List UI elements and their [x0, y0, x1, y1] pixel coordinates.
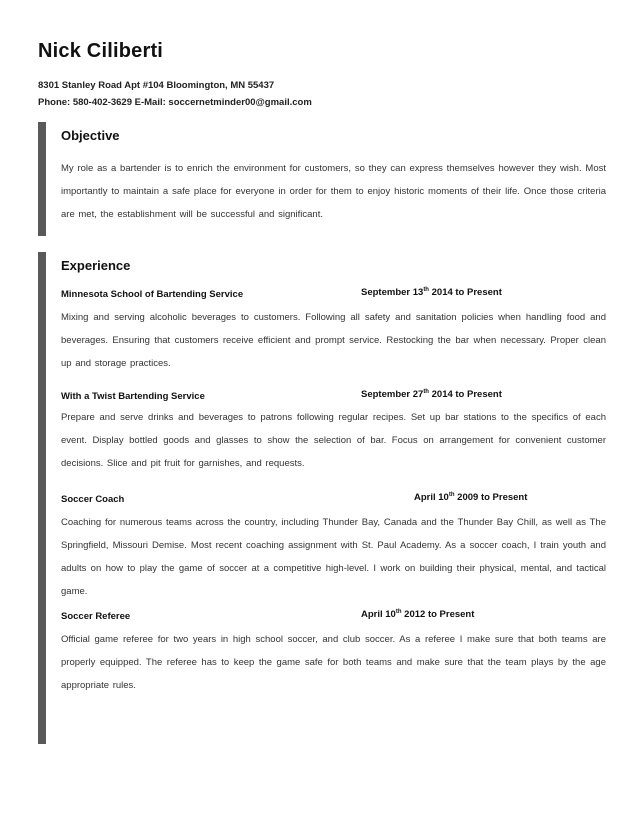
- job-date: April 10th 2009 to Present: [414, 492, 528, 503]
- job-date: September 27th 2014 to Present: [361, 389, 502, 400]
- job-description: Prepare and serve drinks and beverages to patrons following regular recipes. Set up bar stations to the specifics of each event. Display bottled goods and glasses to show the selection of bar. Focus on arrangement for convenient customer decisions. Slice and pit fruit for garnishes, and requests.: [61, 412, 606, 469]
- phone-email-line: Phone: 580-402-3629 E-Mail: soccernetminder00@gmail.com: [38, 97, 312, 108]
- address-line: 8301 Stanley Road Apt #104 Bloomington, MN 55437: [38, 80, 275, 91]
- section-bar: [38, 252, 46, 744]
- job-title: Soccer Coach: [61, 494, 125, 505]
- job-title: With a Twist Bartending Service: [61, 391, 205, 402]
- job-date: April 10th 2012 to Present: [361, 609, 475, 620]
- experience-heading: Experience: [61, 258, 131, 273]
- experience-section: [38, 252, 608, 744]
- resume-name: Nick Ciliberti: [38, 40, 164, 62]
- objective-text: My role as a bartender is to enrich the environment for customers, so they can express themselves however they wish. Most importantly to maintain a safe place for everyone in order for them to enjoy historic moments of their life. Once those criteria are met, the establishment will be successful and significant.: [61, 163, 606, 220]
- job-description: Coaching for numerous teams across the country, including Thunder Bay, Canada and the Thunder Bay Chill, as well as The Springfield, Missouri Demise. Most recent coaching assignment with St. Paul Academy. As a soccer coach, I train youth and adults on how to play the game of soccer at a competitive high-level. I work on building their physical, mental, and tactical game.: [61, 517, 606, 597]
- objective-section: [38, 122, 608, 236]
- job-description: Mixing and serving alcoholic beverages to customers. Following all safety and sanitation policies when handling food and beverages. Ensuring that customers receive efficient and prompt service. Restocking the bar when necessary. Proper clean up and storage practices.: [61, 312, 606, 369]
- job-title: Minnesota School of Bartending Service: [61, 289, 244, 300]
- objective-heading: Objective: [61, 128, 120, 143]
- job-date: September 13th 2014 to Present: [361, 287, 502, 298]
- section-bar: [38, 122, 46, 236]
- job-title: Soccer Referee: [61, 611, 131, 622]
- job-description: Official game referee for two years in high school soccer, and club soccer. As a referee I make sure that both teams are properly equipped. The referee has to keep the game safe for both teams and make sure that the team plays by the age appropriate rules.: [61, 634, 606, 691]
